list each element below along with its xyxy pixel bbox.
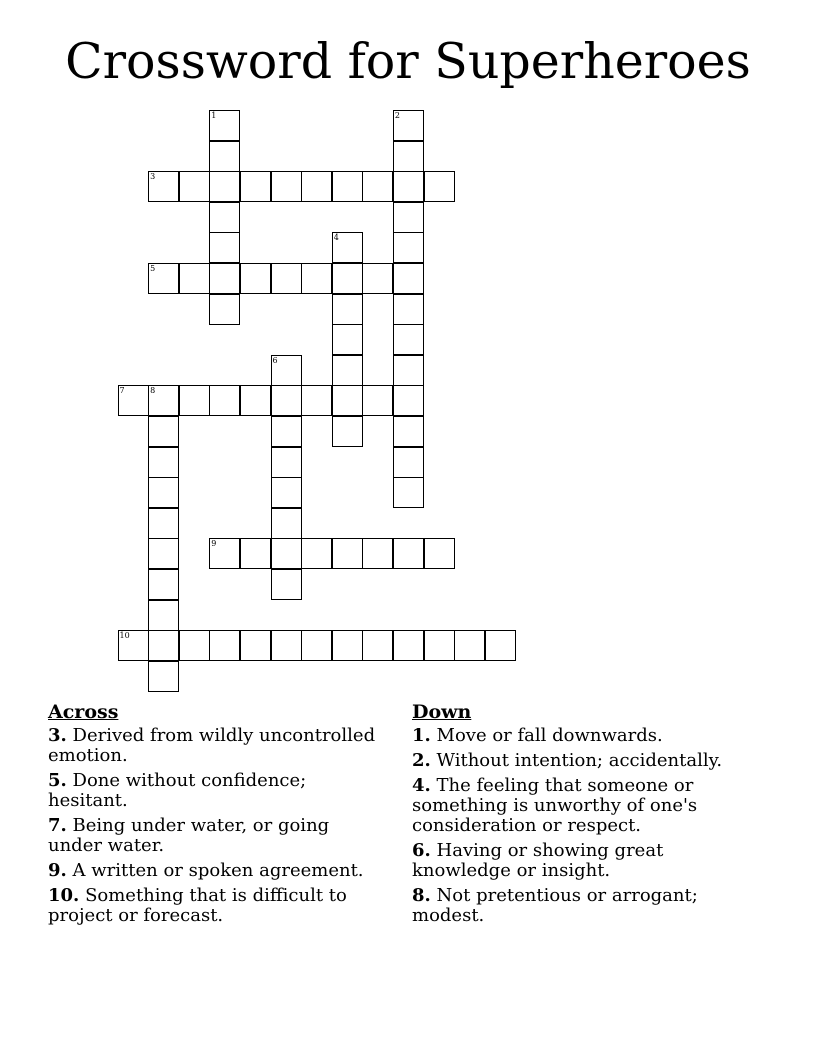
clue-text: Derived from wildly uncontrolled emotion. (48, 725, 376, 766)
clue-text: Something that is difficult to project or forecast. (48, 885, 347, 926)
grid-cell[interactable] (332, 324, 363, 355)
clue-number: 5. (48, 770, 67, 791)
grid-cell[interactable] (301, 171, 332, 202)
grid-cell[interactable] (393, 447, 424, 478)
down-heading: Down (412, 701, 472, 723)
grid-cell[interactable] (271, 630, 302, 661)
grid-cell[interactable] (393, 355, 424, 386)
grid-cell[interactable] (271, 447, 302, 478)
grid-cell[interactable] (118, 630, 149, 661)
grid-cell[interactable] (393, 232, 424, 263)
grid-cell[interactable] (301, 538, 332, 569)
clue-number: 6. (412, 840, 431, 861)
clue-number-label: 6 (272, 355, 278, 365)
clue-text: A written or spoken agreement. (72, 860, 364, 881)
across-clue-7 (48, 816, 388, 856)
clue-number-label: 1 (211, 111, 217, 120)
grid-cell[interactable] (332, 294, 363, 325)
clue-number: 10. (48, 885, 80, 906)
grid-cell[interactable] (271, 416, 302, 447)
grid-cell[interactable] (362, 263, 393, 294)
grid-cell[interactable] (179, 263, 210, 294)
grid-cell[interactable] (393, 294, 424, 325)
grid-cell[interactable] (362, 171, 393, 202)
across-heading: Across (48, 701, 119, 723)
grid-cell[interactable] (393, 416, 424, 447)
clue-number-label: 5 (150, 264, 156, 273)
grid-cell[interactable] (148, 569, 179, 600)
grid-cell[interactable] (148, 263, 179, 294)
grid-cell[interactable] (332, 355, 363, 386)
grid-cell[interactable] (271, 263, 302, 294)
grid-cell[interactable] (424, 538, 455, 569)
clue-text: Without intention; accidentally. (436, 750, 723, 771)
grid-cell[interactable] (209, 232, 240, 263)
clue-number: 8. (412, 885, 431, 906)
across-clues (48, 701, 388, 931)
grid-cell[interactable] (148, 171, 179, 202)
page-title: Crossword for Superheroes (65, 33, 751, 90)
grid-cell[interactable] (424, 171, 455, 202)
grid-cell[interactable] (362, 385, 393, 416)
grid-cell[interactable] (393, 385, 424, 416)
down-clues (412, 701, 757, 931)
down-clue-6 (412, 841, 757, 881)
grid-cell[interactable] (301, 385, 332, 416)
grid-cell[interactable] (271, 569, 302, 600)
across-clue-3 (48, 726, 388, 766)
clue-number-label: 4 (333, 233, 339, 243)
grid-cell[interactable] (148, 477, 179, 508)
clue-number: 9. (48, 860, 67, 881)
grid-cell[interactable] (209, 263, 240, 294)
grid-cell[interactable] (393, 477, 424, 508)
grid-cell[interactable] (485, 630, 516, 661)
clue-text: Done without confidence; hesitant. (48, 770, 307, 811)
grid-cell[interactable] (209, 538, 240, 569)
grid-cell[interactable] (271, 385, 302, 416)
grid-cell[interactable] (209, 141, 240, 172)
down-clue-1 (412, 726, 757, 746)
clue-number-label: 8 (150, 386, 156, 396)
grid-cell[interactable] (332, 630, 363, 661)
clue-number: 7. (48, 815, 67, 836)
grid-cell[interactable] (118, 385, 149, 416)
grid-cell[interactable] (148, 630, 179, 661)
grid-cell[interactable] (209, 294, 240, 325)
grid-cell[interactable] (424, 630, 455, 661)
grid-cell[interactable] (148, 600, 179, 631)
down-clue-4 (412, 776, 757, 836)
grid-cell[interactable] (393, 202, 424, 233)
grid-cell[interactable] (179, 630, 210, 661)
grid-cell[interactable] (240, 385, 271, 416)
grid-cell[interactable] (393, 538, 424, 569)
grid-cell[interactable] (301, 263, 332, 294)
clue-number: 4. (412, 775, 431, 796)
down-clue-8 (412, 886, 757, 926)
grid-cell[interactable] (179, 385, 210, 416)
clue-number-label: 9 (211, 539, 217, 549)
clue-number: 2. (412, 750, 431, 771)
grid-cell[interactable] (362, 630, 393, 661)
grid-cell[interactable] (209, 202, 240, 233)
grid-cell[interactable] (148, 385, 179, 416)
grid-cell[interactable] (393, 110, 424, 141)
clue-number-label: 2 (394, 111, 400, 120)
grid-cell[interactable] (332, 385, 363, 416)
grid-cell[interactable] (240, 630, 271, 661)
across-clue-9 (48, 861, 388, 881)
clue-text: Move or fall downwards. (436, 725, 663, 746)
grid-cell[interactable] (332, 171, 363, 202)
grid-cell[interactable] (393, 263, 424, 294)
grid-cell[interactable] (148, 538, 179, 569)
clue-text: Being under water, or going under water. (48, 815, 330, 856)
grid-cell[interactable] (179, 171, 210, 202)
grid-cell[interactable] (271, 538, 302, 569)
grid-cell[interactable] (209, 171, 240, 202)
clue-number: 1. (412, 725, 431, 746)
grid-cell[interactable] (332, 538, 363, 569)
grid-cell[interactable] (271, 477, 302, 508)
grid-cell[interactable] (209, 110, 240, 141)
grid-cell[interactable] (209, 630, 240, 661)
grid-cell[interactable] (271, 355, 302, 386)
clue-text: Not pretentious or arrogant; modest. (412, 885, 698, 926)
grid-cell[interactable] (393, 171, 424, 202)
grid-cell[interactable] (271, 508, 302, 539)
grid-cell[interactable] (240, 263, 271, 294)
grid-cell[interactable] (148, 416, 179, 447)
grid-cell[interactable] (271, 171, 302, 202)
grid-cell[interactable] (393, 630, 424, 661)
across-clue-10 (48, 886, 388, 926)
grid-cell[interactable] (148, 447, 179, 478)
clue-number-label: 7 (119, 386, 125, 396)
across-clue-5 (48, 771, 388, 811)
grid-cell[interactable] (393, 324, 424, 355)
clue-number-label: 10 (119, 631, 130, 641)
grid-cell[interactable] (148, 508, 179, 539)
down-clue-2 (412, 751, 757, 771)
grid-cell[interactable] (332, 263, 363, 294)
clue-number-label: 3 (150, 172, 156, 182)
clue-text: Having or showing great knowledge or insight. (412, 840, 664, 881)
grid-cell[interactable] (393, 141, 424, 172)
grid-cell[interactable] (362, 538, 393, 569)
clue-text: The feeling that someone or something is unworthy of one's consideration or respect. (412, 775, 698, 836)
clue-number: 3. (48, 725, 67, 746)
grid-cell[interactable] (454, 630, 485, 661)
grid-cell[interactable] (209, 385, 240, 416)
grid-cell[interactable] (332, 416, 363, 447)
grid-cell[interactable] (240, 538, 271, 569)
grid-cell[interactable] (240, 171, 271, 202)
grid-cell[interactable] (301, 630, 332, 661)
grid-cell[interactable] (148, 661, 179, 692)
grid-cell[interactable] (332, 232, 363, 263)
